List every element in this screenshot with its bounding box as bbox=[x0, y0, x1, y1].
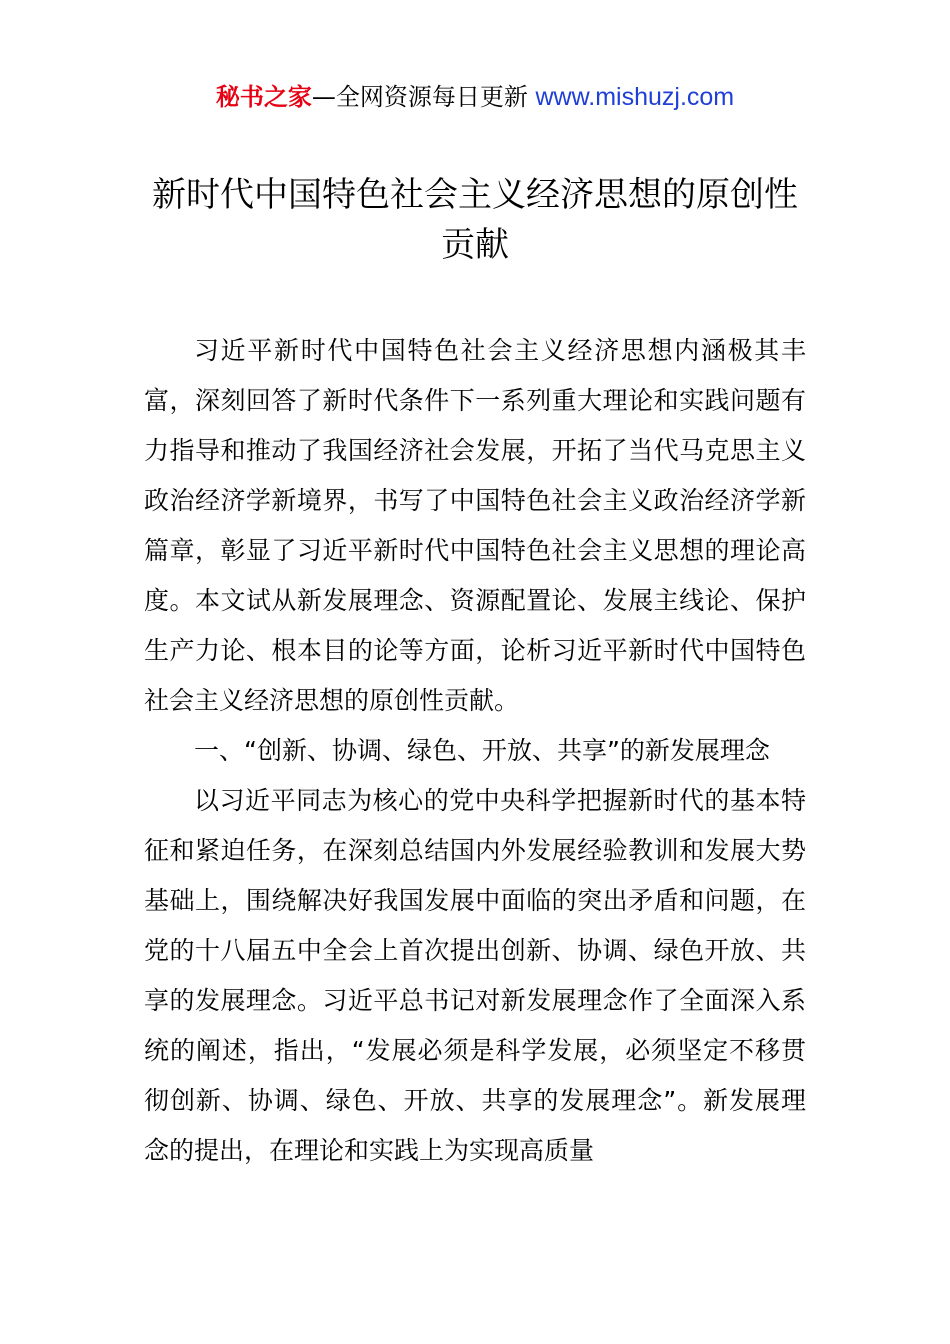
document-title: 新时代中国特色社会主义经济思想的原创性贡献 bbox=[152, 175, 798, 265]
brand-name: 秘书之家 bbox=[215, 83, 312, 111]
section-heading: 一、“创新、协调、绿色、开放、共享”的新发展理念 bbox=[194, 736, 770, 765]
header-tagline: —全网资源每日更新 bbox=[311, 83, 528, 111]
document-body bbox=[144, 326, 806, 1176]
site-header bbox=[0, 80, 950, 114]
site-url-link[interactable]: www.mishuzj.com bbox=[535, 83, 735, 111]
intro-paragraph: 习近平新时代中国特色社会主义经济思想内涵极其丰富，深刻回答了新时代条件下一系列重大理论和实践问题有力指导和推动了我国经济社会发展，开拓了当代马克思主义政治经济学新境界，书写了中国特色社会主义政治经济学新篇章，彰显了习近平新时代中国特色社会主义思想的理论高度。本文试从新发展理念、资源配置论、发展主线论、保护生产力论、根本目的论等方面，论析习近平新时代中国特色社会主义经济思想的原创性贡献。 bbox=[144, 336, 806, 715]
body-paragraph: 以习近平同志为核心的党中央科学把握新时代的基本特征和紧迫任务，在深刻总结国内外发展经验教训和发展大势基础上，围绕解决好我国发展中面临的突出矛盾和问题，在党的十八届五中全会上首次提出创新、协调、绿色开放、共享的发展理念。习近平总书记对新发展理念作了全面深入系统的阐述，指出，“发展必须是科学发展，必须坚定不移贯彻创新、协调、绿色、开放、共享的发展理念”。新发展理念的提出，在理论和实践上为实现高质量 bbox=[144, 786, 806, 1165]
